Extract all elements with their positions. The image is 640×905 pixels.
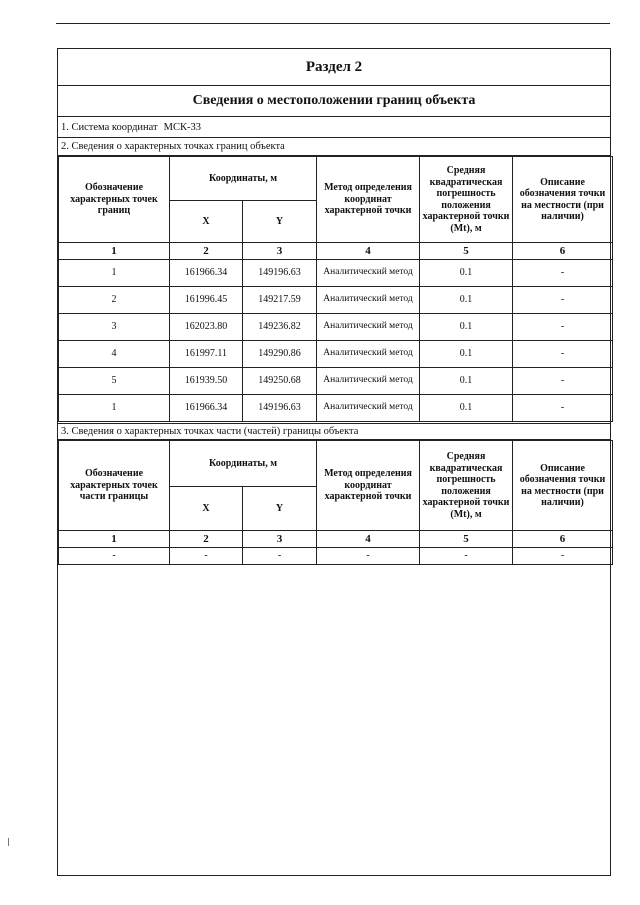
table-row [59,395,613,422]
cell-error: 0.1 [420,395,513,422]
cell-desc: - [513,260,613,287]
cell-x: 161966.34 [170,260,243,287]
cell-desc: - [513,395,613,422]
section-subtitle [58,86,610,117]
cell-x: - [170,548,243,565]
header-coordinates: Координаты, м [170,441,317,487]
cell-point: 4 [59,341,170,368]
header-designation: Обозначение характерных точек границ [59,157,170,243]
cell-method: Аналитический метод [317,395,420,422]
coord-system-value: МСК-33 [163,121,201,133]
coord-system-row [58,117,610,138]
cell-x: 161966.34 [170,395,243,422]
cell-method: Аналитический метод [317,287,420,314]
col-number: 1 [59,243,170,260]
section-title-text: Раздел 2 [305,58,363,75]
header-coordinates: Координаты, м [170,157,317,201]
cell-y: 149250.68 [243,368,317,395]
cell-point: 1 [59,260,170,287]
table-row [59,314,613,341]
col-number: 6 [513,243,613,260]
cell-y: 149196.63 [243,395,317,422]
scan-mark [8,838,9,846]
cell-desc: - [513,368,613,395]
cell-y: 149196.63 [243,260,317,287]
col-number: 5 [420,243,513,260]
points-section-title-text: 2. Сведения о характерных точках границ объекта [61,141,285,152]
cell-x: 161996.45 [170,287,243,314]
col-number: 4 [317,531,420,548]
header-y: Y [243,487,317,531]
cell-point: 2 [59,287,170,314]
cell-y: 149290.86 [243,341,317,368]
cell-error: - [420,548,513,565]
cell-y: 149217.59 [243,287,317,314]
top-rule [56,23,610,24]
cell-error: 0.1 [420,314,513,341]
cell-y: - [243,548,317,565]
cell-error: 0.1 [420,287,513,314]
parts-table [58,440,613,565]
header-x: X [170,487,243,531]
document-frame [57,48,611,876]
cell-point: 5 [59,368,170,395]
cell-desc: - [513,548,613,565]
cell-point: 1 [59,395,170,422]
col-number: 6 [513,531,613,548]
header-error: Средняя квадратическая погрешность положения характерной точки (Mt), м [420,157,513,243]
table-row [59,548,613,565]
header-method: Метод определения координат характерной точки [317,157,420,243]
table-row [59,260,613,287]
col-number: 2 [170,531,243,548]
cell-method: - [317,548,420,565]
header-error: Средняя квадратическая погрешность положения характерной точки (Mt), м [420,441,513,531]
table-row [59,368,613,395]
cell-x: 161997.11 [170,341,243,368]
cell-method: Аналитический метод [317,341,420,368]
cell-desc: - [513,314,613,341]
cell-error: 0.1 [420,260,513,287]
header-description: Описание обозначения точки на местности (при наличии) [513,441,613,531]
cell-method: Аналитический метод [317,314,420,341]
points-table [58,156,613,422]
points-section-title [58,138,610,156]
cell-method: Аналитический метод [317,368,420,395]
coord-system-label: 1. Система координат [61,121,158,133]
cell-error: 0.1 [420,368,513,395]
cell-x: 161939.50 [170,368,243,395]
cell-method: Аналитический метод [317,260,420,287]
header-designation: Обозначение характерных точек части границы [59,441,170,531]
cell-y: 149236.82 [243,314,317,341]
parts-section-title-text: 3. Сведения о характерных точках части (частей) границы объекта [61,426,359,437]
col-number: 3 [243,531,317,548]
col-number: 1 [59,531,170,548]
cell-desc: - [513,287,613,314]
col-number: 3 [243,243,317,260]
section-subtitle-text: Сведения о местоположении границ объекта [192,93,476,108]
cell-point: - [59,548,170,565]
table-row [59,287,613,314]
header-x: X [170,201,243,243]
col-number: 4 [317,243,420,260]
col-number: 2 [170,243,243,260]
cell-x: 162023.80 [170,314,243,341]
cell-error: 0.1 [420,341,513,368]
section-title [58,49,610,86]
cell-point: 3 [59,314,170,341]
table-row [59,341,613,368]
parts-section-title [58,423,610,440]
header-y: Y [243,201,317,243]
col-number: 5 [420,531,513,548]
header-method: Метод определения координат характерной точки [317,441,420,531]
header-description: Описание обозначения точки на местности (при наличии) [513,157,613,243]
cell-desc: - [513,341,613,368]
